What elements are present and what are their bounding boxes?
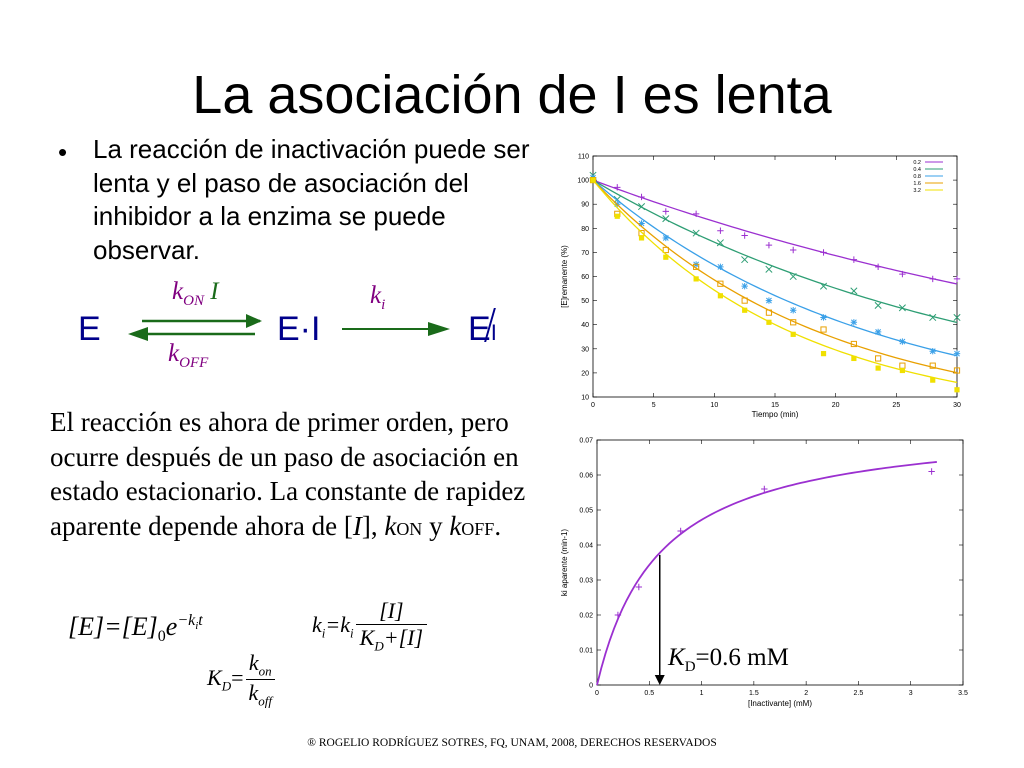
y-tick-label: 10	[581, 394, 589, 402]
x-tick-label: 25	[892, 402, 901, 409]
data-point-0.4	[741, 256, 747, 262]
legend-label: 0.2	[913, 160, 921, 166]
species-e: E	[78, 310, 101, 348]
data-point-3.2	[766, 320, 771, 325]
data-point-3.2	[954, 387, 959, 392]
k-off-label: $k_{OFF}$	[168, 340, 209, 371]
legend-label: 0.4	[913, 167, 921, 173]
y-tick-label: 0	[589, 682, 593, 690]
data-point-0.8	[930, 348, 936, 354]
y-axis-label: [E]remanente (%)	[560, 245, 569, 308]
x-tick-label: 0	[595, 690, 599, 697]
data-point-3.2	[718, 293, 723, 298]
data-point-0.4	[875, 302, 881, 308]
legend-label: 3.2	[913, 188, 921, 194]
legend-label: 0.8	[913, 174, 921, 180]
data-point-0.8	[851, 319, 857, 325]
x-tick-label: 15	[771, 402, 779, 409]
data-point-0.8	[820, 314, 826, 320]
forward-arrowhead	[246, 314, 262, 328]
x-tick-label: 0.5	[644, 690, 655, 697]
data-point-0.2	[741, 232, 747, 238]
reverse-arrowhead	[128, 327, 148, 341]
data-point-0.8	[954, 350, 960, 356]
x-tick-label: 0	[591, 402, 595, 409]
y-tick-label: 80	[581, 225, 589, 233]
data-point-1.6	[876, 356, 881, 361]
x-axis-label: Tiempo (min)	[751, 410, 799, 419]
data-point-0.4	[766, 266, 772, 272]
species-e-inactive: E I	[468, 310, 497, 349]
data-point-0.2	[875, 264, 881, 270]
y-tick-label: 60	[581, 274, 589, 281]
equation-decay: $[E]=[E]_0e^{-k_it}$	[68, 612, 203, 646]
x-tick-label: 3	[908, 690, 913, 697]
kd-arrowhead	[655, 675, 665, 685]
data-point-0.2	[851, 256, 857, 262]
equation-apparent-ki: $k_i=k_i$ $\frac{[I]}{K_D+[I]}$	[312, 598, 427, 654]
data-point-3.2	[694, 276, 699, 281]
data-point	[928, 468, 934, 474]
data-point-0.2	[638, 194, 644, 200]
footer-copyright: ® ROGELIO RODRÍGUEZ SOTRES, FQ, UNAM, 2008, DERECHOS RESERVADOS	[307, 737, 717, 749]
data-point-0.8	[790, 307, 796, 313]
time-course-chart	[553, 148, 973, 423]
data-point-3.2	[663, 255, 668, 260]
x-tick-label: 5	[651, 402, 656, 409]
y-tick-label: 0.03	[579, 577, 593, 585]
data-point-3.2	[639, 235, 644, 240]
x-tick-label: 10	[710, 402, 719, 409]
y-axis-label: ki aparente (min-1)	[560, 528, 569, 597]
data-point-0.8	[717, 264, 723, 270]
data-point-0.8	[766, 297, 772, 303]
species-ei: E·I	[277, 310, 321, 348]
data-point-0.4	[851, 288, 857, 294]
data-point-0.2	[930, 276, 936, 282]
data-point-0.2	[820, 249, 826, 255]
data-point-3.2	[876, 365, 881, 370]
y-tick-label: 0.07	[579, 437, 593, 445]
y-tick-label: 20	[581, 370, 589, 378]
data-point-3.2	[791, 332, 796, 337]
data-point-1.6	[900, 363, 905, 368]
y-tick-label: 90	[581, 201, 589, 209]
data-point	[636, 584, 642, 590]
y-tick-label: 100	[577, 177, 589, 185]
x-tick-label: 1	[699, 690, 704, 697]
y-tick-label: 0.02	[579, 612, 593, 620]
explanation-paragraph: El reacción es ahora de primer orden, pero ocurre después de un paso de asociación en estado estacionario. La constante de rapidez aparente depende ahora de [I], kON y kOFF.	[50, 407, 526, 541]
x-tick-label: 2	[804, 690, 809, 697]
x-tick-label: 30	[953, 402, 961, 409]
x-axis-label: [Inactivante] (mM)	[747, 699, 813, 708]
x-tick-label: 2.5	[853, 690, 864, 697]
data-point-0.8	[899, 338, 905, 344]
y-tick-label: 70	[581, 249, 589, 257]
data-point-0.2	[717, 228, 723, 234]
data-point-0.8	[741, 283, 747, 289]
data-point-0.2	[663, 208, 669, 214]
ki-label: $k_i$	[370, 282, 386, 313]
inactivation-arrowhead	[428, 322, 450, 336]
data-point-3.2	[742, 308, 747, 313]
data-point-0.2	[766, 242, 772, 248]
data-point-1.6	[821, 327, 826, 332]
data-point-3.2	[900, 368, 905, 373]
y-tick-label: 110	[577, 153, 589, 161]
data-point-3.2	[590, 178, 595, 183]
y-tick-label: 0.04	[579, 542, 593, 550]
bullet-text: La reacción de inactivación puede ser lenta y el paso de asociación del inhibidor a la enzima se puede observar.	[93, 134, 530, 265]
y-tick-label: 0.05	[579, 507, 593, 515]
y-tick-label: 0.01	[579, 647, 593, 655]
fit-line-0.4	[593, 180, 957, 322]
fit-line-0.8	[593, 180, 957, 356]
equation-kd: $K_D=$ $k_{on}$ $k_{off}$	[207, 650, 275, 710]
k-on-label: $k_{ON}$ I	[172, 278, 219, 309]
x-tick-label: 3.5	[958, 690, 968, 697]
legend-label: 1.6	[913, 181, 921, 187]
data-point-0.2	[790, 247, 796, 253]
kd-annotation: $K_D=0.6$ mM	[668, 644, 789, 675]
x-tick-label: 1.5	[748, 690, 759, 697]
y-tick-label: 50	[581, 298, 589, 306]
bullet-marker: •	[58, 137, 68, 167]
data-point-3.2	[851, 356, 856, 361]
slide-title: La asociación de I es lenta	[192, 65, 832, 125]
y-tick-label: 30	[581, 346, 589, 354]
data-point-3.2	[615, 214, 620, 219]
data-point-0.8	[663, 235, 669, 241]
data-point-3.2	[821, 351, 826, 356]
data-point-3.2	[930, 378, 935, 383]
data-point-0.8	[875, 329, 881, 335]
x-tick-label: 20	[831, 402, 840, 409]
y-tick-label: 40	[581, 322, 589, 330]
y-tick-label: 0.06	[579, 472, 593, 480]
